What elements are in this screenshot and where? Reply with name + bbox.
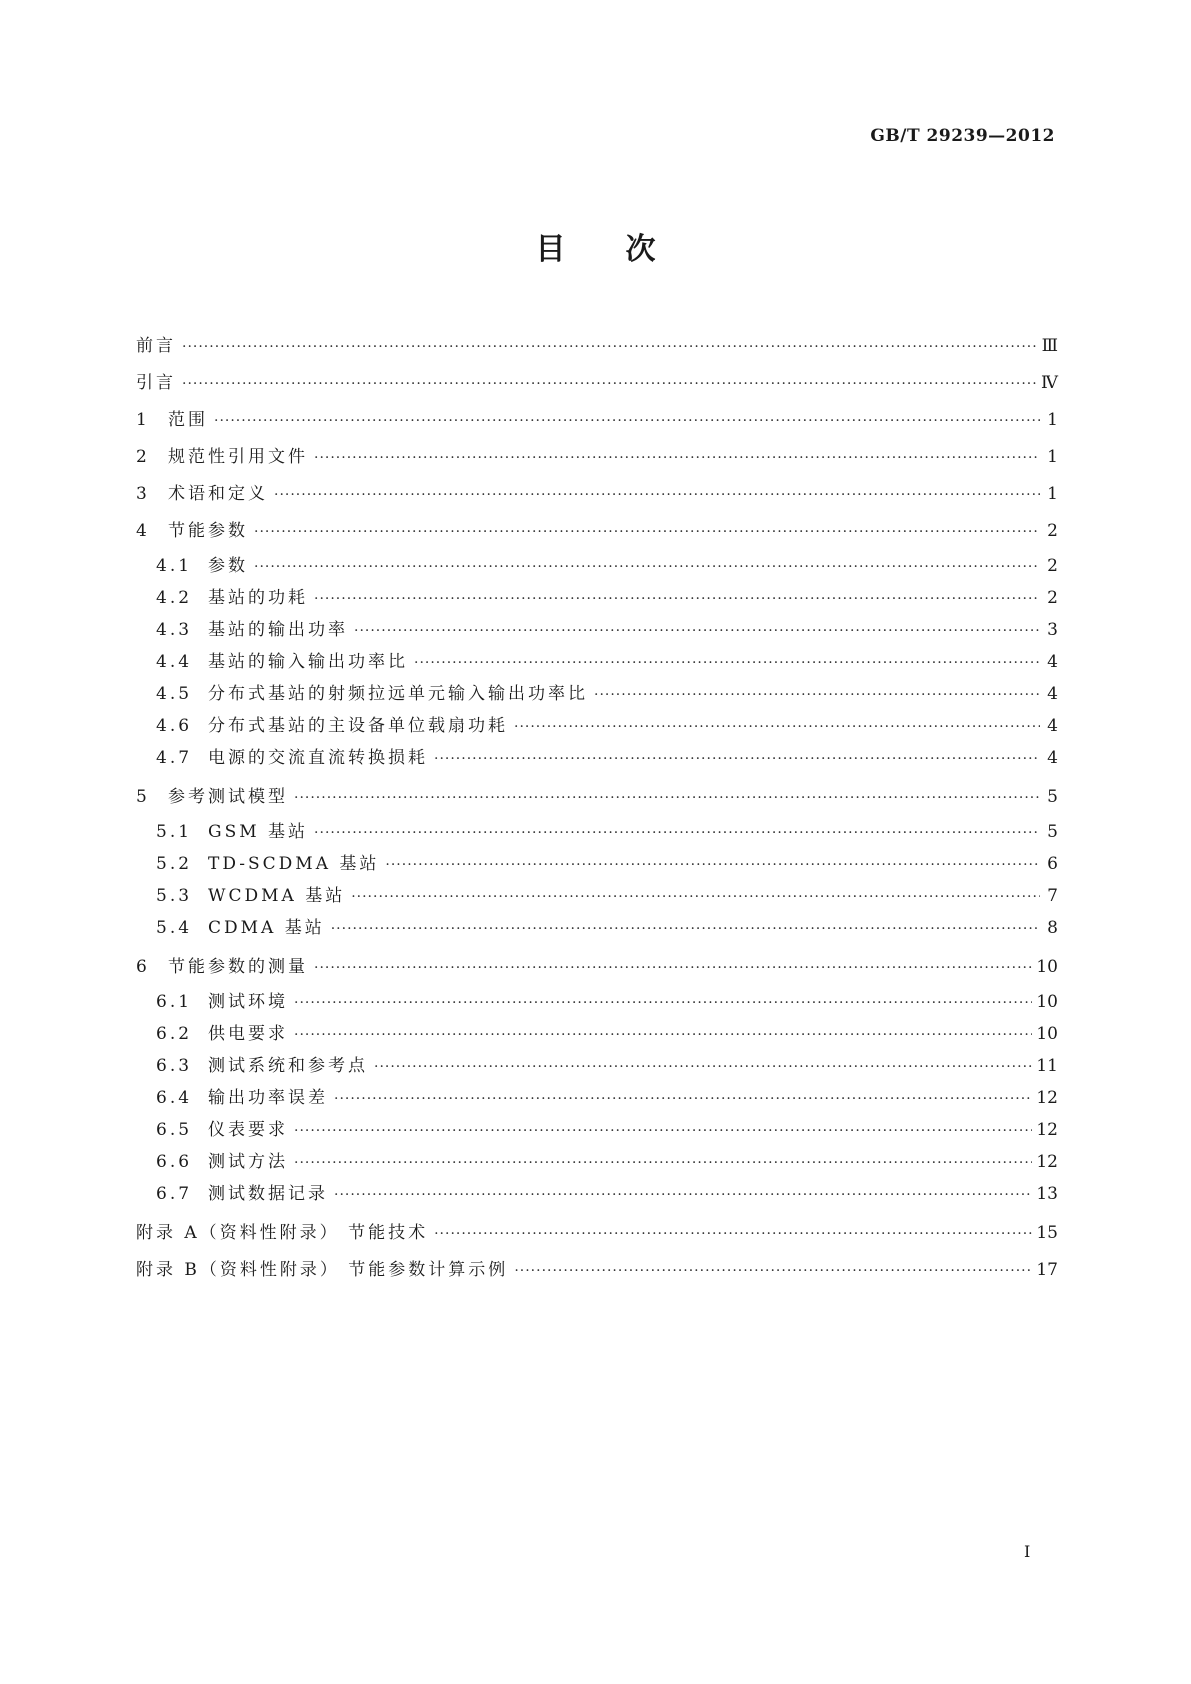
toc-leader-dots [182, 366, 1037, 403]
toc-entry-label: CDMA 基站 [208, 918, 325, 938]
toc-leader-dots [514, 711, 1040, 743]
toc-leader-dots [294, 1147, 1032, 1179]
toc-entry[interactable] [136, 1178, 1058, 1210]
toc-entry-number: 6.1 [156, 992, 193, 1012]
toc-entry-number: 4.1 [156, 556, 193, 576]
toc-leader-dots [434, 1216, 1032, 1253]
toc-leader-dots [354, 615, 1040, 647]
toc-entry-number: 5.4 [156, 918, 193, 938]
toc-leader-dots [214, 403, 1040, 440]
toc-entry[interactable] [136, 1252, 1058, 1289]
toc-leader-dots [314, 440, 1040, 477]
toc-entry-label: 分布式基站的射频拉远单元输入输出功率比 [208, 684, 588, 704]
toc-entry-page: 1 [1047, 484, 1058, 504]
toc-entry[interactable] [136, 912, 1058, 944]
toc-entry-page: 3 [1047, 620, 1058, 640]
toc-entry[interactable] [136, 328, 1058, 365]
toc-entry[interactable] [136, 710, 1058, 742]
toc-leader-dots [294, 987, 1032, 1019]
toc-entry[interactable] [136, 742, 1058, 774]
toc-entry-label: 仪表要求 [208, 1120, 288, 1140]
toc-entry-page: 12 [1036, 1152, 1058, 1172]
toc-entry-label: 参数 [208, 556, 248, 576]
toc-entry-page: 6 [1047, 854, 1058, 874]
toc-entry[interactable] [136, 1082, 1058, 1114]
toc-entry-page: 5 [1047, 787, 1058, 807]
toc-entry-page: 1 [1047, 447, 1058, 467]
toc-entry-page: 10 [1036, 992, 1058, 1012]
toc-leader-dots [314, 950, 1032, 987]
toc-entry-label: 节能参数 [168, 521, 248, 541]
toc-entry-number: 4.5 [156, 684, 193, 704]
toc-entry-label: 供电要求 [208, 1024, 288, 1044]
toc-entry-page: 10 [1036, 957, 1058, 977]
toc-entry-number: 5.1 [156, 822, 193, 842]
toc-leader-dots [414, 647, 1040, 679]
toc-entry-label: WCDMA 基站 [208, 886, 346, 906]
toc-entry-label: 基站的输出功率 [208, 620, 348, 640]
toc-entry-page: 2 [1047, 588, 1058, 608]
toc-entry[interactable] [136, 402, 1058, 439]
toc-entry-label: 参考测试模型 [168, 787, 288, 807]
toc-leader-dots [182, 329, 1038, 366]
toc-entry[interactable] [136, 1215, 1058, 1252]
toc-leader-dots [294, 780, 1040, 817]
toc-entry[interactable] [136, 949, 1058, 986]
toc-leader-dots [331, 913, 1040, 945]
toc-leader-dots [351, 881, 1040, 913]
toc-entry-number: 6 [136, 957, 150, 977]
toc-entry[interactable] [136, 779, 1058, 816]
toc-entry-number: 4.4 [156, 652, 193, 672]
toc-entry-number: 4.6 [156, 716, 193, 736]
toc-entry[interactable] [136, 1146, 1058, 1178]
toc-entry-label: 术语和定义 [168, 484, 268, 504]
toc-entry-page: 15 [1036, 1223, 1058, 1243]
toc-entry-page: 17 [1036, 1260, 1058, 1280]
toc-entry-label: 输出功率误差 [208, 1088, 328, 1108]
toc-entry-label: 电源的交流直流转换损耗 [208, 748, 428, 768]
toc-entry-page: 12 [1036, 1120, 1058, 1140]
toc-leader-dots [514, 1253, 1032, 1290]
toc-entry-page: 2 [1047, 556, 1058, 576]
toc-leader-dots [294, 1019, 1032, 1051]
toc-leader-dots [314, 583, 1040, 615]
toc-entry-page: 4 [1047, 748, 1058, 768]
toc-entry-page: 8 [1047, 918, 1058, 938]
toc-entry-label: 范围 [168, 410, 208, 430]
toc-entry-number: 5.2 [156, 854, 193, 874]
toc-entry-page: 5 [1047, 822, 1058, 842]
toc-entry-number: 6.7 [156, 1184, 193, 1204]
toc-entry[interactable] [136, 848, 1058, 880]
toc-entry-label: 基站的功耗 [208, 588, 308, 608]
toc-entry-number: 6.5 [156, 1120, 193, 1140]
toc-entry-label: 测试方法 [208, 1152, 288, 1172]
toc-entry-page: 13 [1036, 1184, 1058, 1204]
page-number: I [1024, 1542, 1031, 1561]
toc-entry-page: 4 [1047, 652, 1058, 672]
toc-entry[interactable] [136, 986, 1058, 1018]
toc-entry-label: 节能参数的测量 [168, 957, 308, 977]
toc-entry-label: GSM 基站 [208, 822, 309, 842]
toc-entry-number: 6.3 [156, 1056, 193, 1076]
toc-entry-label: 附录 B（资料性附录） 节能参数计算示例 [136, 1260, 509, 1280]
toc-entry-page: 7 [1047, 886, 1058, 906]
toc-leader-dots [254, 551, 1040, 583]
toc-entry-number: 4.3 [156, 620, 193, 640]
toc-entry-label: 引言 [136, 373, 176, 393]
toc-entry-page: Ⅲ [1041, 336, 1058, 356]
toc-leader-dots [334, 1179, 1032, 1211]
toc-entry[interactable] [136, 646, 1058, 678]
toc-entry-number: 5.3 [156, 886, 193, 906]
toc-entry-page: 4 [1047, 716, 1058, 736]
toc-entry-page: 11 [1036, 1056, 1058, 1076]
toc-entry[interactable] [136, 1050, 1058, 1082]
toc-leader-dots [314, 817, 1040, 849]
toc-entry-label: 测试数据记录 [208, 1184, 328, 1204]
toc-leader-dots [374, 1051, 1032, 1083]
toc-entry-number: 4.2 [156, 588, 193, 608]
toc-entry-number: 6.2 [156, 1024, 193, 1044]
toc-entry[interactable] [136, 880, 1058, 912]
toc-leader-dots [385, 849, 1040, 881]
toc-entry-label: 分布式基站的主设备单位载扇功耗 [208, 716, 508, 736]
toc-leader-dots [334, 1083, 1032, 1115]
toc-entry-label: TD-SCDMA 基站 [208, 854, 380, 874]
toc-entry-page: 12 [1036, 1088, 1058, 1108]
toc-leader-dots [294, 1115, 1032, 1147]
table-of-contents [136, 328, 1058, 1289]
toc-entry[interactable] [136, 614, 1058, 646]
toc-entry-number: 2 [136, 447, 150, 467]
toc-entry[interactable] [136, 1018, 1058, 1050]
toc-entry-page: 1 [1047, 410, 1058, 430]
toc-entry-label: 基站的输入输出功率比 [208, 652, 408, 672]
toc-leader-dots [274, 477, 1040, 514]
toc-entry-page: 2 [1047, 521, 1058, 541]
toc-entry-number: 5 [136, 787, 150, 807]
toc-leader-dots [594, 679, 1040, 711]
toc-entry[interactable] [136, 476, 1058, 513]
toc-leader-dots [254, 514, 1040, 551]
toc-leader-dots [434, 743, 1040, 775]
toc-entry[interactable] [136, 513, 1058, 550]
toc-entry-number: 1 [136, 410, 150, 430]
toc-entry-label: 测试环境 [208, 992, 288, 1012]
toc-entry-number: 3 [136, 484, 150, 504]
toc-entry[interactable] [136, 816, 1058, 848]
toc-entry-label: 测试系统和参考点 [208, 1056, 368, 1076]
toc-entry[interactable] [136, 365, 1058, 402]
toc-entry-page: Ⅳ [1041, 373, 1058, 393]
toc-entry-label: 前言 [136, 336, 176, 356]
toc-entry[interactable] [136, 582, 1058, 614]
toc-entry-number: 4.7 [156, 748, 193, 768]
toc-entry-label: 附录 A（资料性附录） 节能技术 [136, 1223, 429, 1243]
page-title: 目次 [535, 232, 716, 267]
toc-entry[interactable] [136, 550, 1058, 582]
standard-code: GB/T 29239—2012 [870, 126, 1055, 146]
toc-entry-page: 4 [1047, 684, 1058, 704]
toc-entry[interactable] [136, 678, 1058, 710]
toc-entry-number: 6.6 [156, 1152, 193, 1172]
toc-entry-page: 10 [1036, 1024, 1058, 1044]
toc-entry-number: 4 [136, 521, 150, 541]
toc-entry[interactable] [136, 1114, 1058, 1146]
toc-entry-number: 6.4 [156, 1088, 193, 1108]
toc-entry[interactable] [136, 439, 1058, 476]
toc-entry-label: 规范性引用文件 [168, 447, 308, 467]
